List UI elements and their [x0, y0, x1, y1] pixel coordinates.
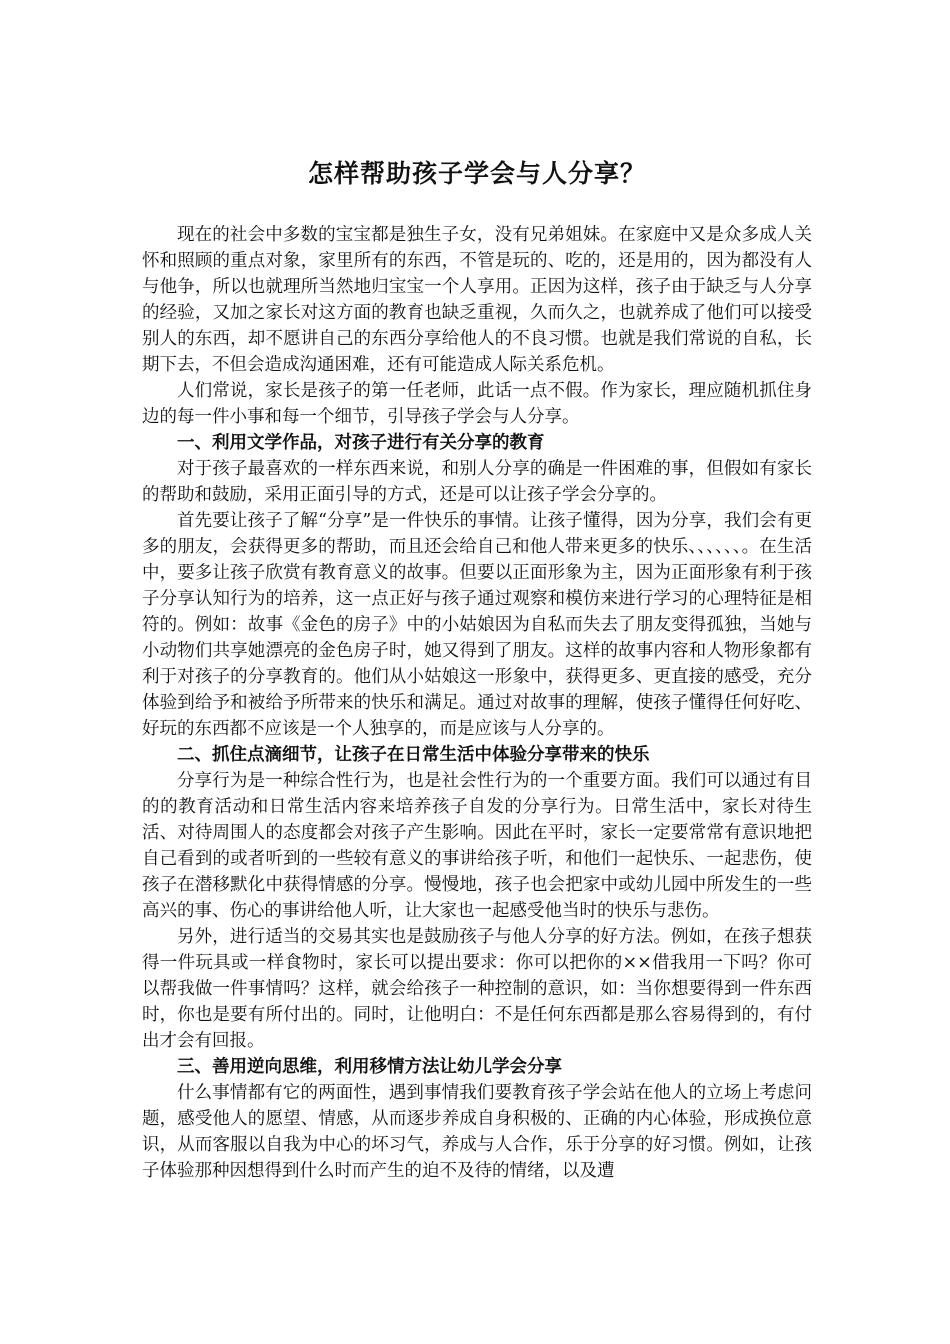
section-heading-1: 一、利用文学作品，对孩子进行有关分享的教育: [177, 433, 545, 453]
paragraph-section2-a: 分享行为是一种综合性行为，也是社会性行为的一个重要方面。我们可以通过有目的的教育活动和日常生活内容来培养孩子自发的分享行为。日常生活中，家长对待生活、对待周围人的态度都会对孩子产生影响。因此在平时，家长一定要常常有意识地把自己看到的或者听到的一些较有意义的事讲给孩子听，和他们一起快乐、一起悲伤，使孩子在潜移默化中获得情感的分享。慢慢地，孩子也会把家中或幼儿园中所发生的一些高兴的事、伤心的事讲给他人听，让大家也一起感受他当时的快乐与悲伤。: [142, 771, 812, 921]
paragraph-parents-first-teacher: 人们常说，家长是孩子的第一任老师，此话一点不假。作为家长，理应随机抓住身边的每一件小事和每一个细节，引导孩子学会与人分享。: [142, 381, 812, 427]
document-title: 怎样帮助孩子学会与人分享？: [307, 159, 646, 188]
document-body: [142, 222, 812, 1184]
paragraph-section1-a: 对于孩子最喜欢的一样东西来说，和别人分享的确是一件困难的事，但假如有家长的帮助和鼓励，采用正面引导的方式，还是可以让孩子学会分享的。: [142, 459, 812, 505]
section-heading-2: 二、抓住点滴细节，让孩子在日常生活中体验分享带来的快乐: [177, 745, 650, 765]
paragraph-section3-a: 什么事情都有它的两面性，遇到事情我们要教育孩子学会站在他人的立场上考虑问题，感受他人的愿望、情感，从而逐步养成自身积极的、正确的内心体验，形成换位意识，从而客服以自我为中心的坏习气，养成与人合作，乐于分享的好习惯。例如，让孩子体验那种因想得到什么时而产生的迫不及待的情绪，以及遭: [142, 1083, 812, 1181]
paragraph-intro: 现在的社会中多数的宝宝都是独生子女，没有兄弟姐妹。在家庭中又是众多成人关怀和照顾的重点对象，家里所有的东西，不管是玩的、吃的，还是用的，因为都没有人与他争，所以也就理所当然地归宝宝一个人享用。正因为这样，孩子由于缺乏与人分享的经验，又加之家长对这方面的教育也缺乏重视，久而久之，也就养成了他们可以接受别人的东西，却不愿讲自己的东西分享给他人的不良习惯。也就是我们常说的自私，长期下去，不但会造成沟通困难，还有可能造成人际关系危机。: [142, 225, 812, 375]
section-heading-3: 三、善用逆向思维，利用移情方法让幼儿学会分享: [177, 1057, 562, 1077]
paragraph-section2-b: 另外，进行适当的交易其实也是鼓励孩子与他人分享的好方法。例如，在孩子想获得一件玩具或一样食物时，家长可以提出要求：你可以把你的××借我用一下吗？你可以帮我做一件事情吗？这样，就会给孩子一种控制的意识，如：当你想要得到一件东西时，你也是要有所付出的。同时，让他明白：不是任何东西都是那么容易得到的，有付出才会有回报。: [142, 927, 812, 1051]
paragraph-section1-b: 首先要让孩子了解“分享”是一件快乐的事情。让孩子懂得，因为分享，我们会有更多的朋友，会获得更多的帮助，而且还会给自己和他人带来更多的快乐、、、、、、。在生活中，要多让孩子欣赏有教育意义的故事。但要以正面形象为主，因为正面形象有利于孩子分享认知行为的培养，这一点正好与孩子通过观察和模仿来进行学习的心理特征是相符的。例如：故事《金色的房子》中的小姑娘因为自私而失去了朋友变得孤独，当她与小动物们共享她漂亮的金色房子时，她又得到了朋友。这样的故事内容和人物形象都有利于对孩子的分享教育的。他们从小姑娘这一形象中，获得更多、更直接的感受，充分体验到给予和被给予所带来的快乐和满足。通过对故事的理解，使孩子懂得任何好吃、好玩的东西都不应该是一个人独享的，而是应该与人分享的。: [142, 511, 812, 739]
